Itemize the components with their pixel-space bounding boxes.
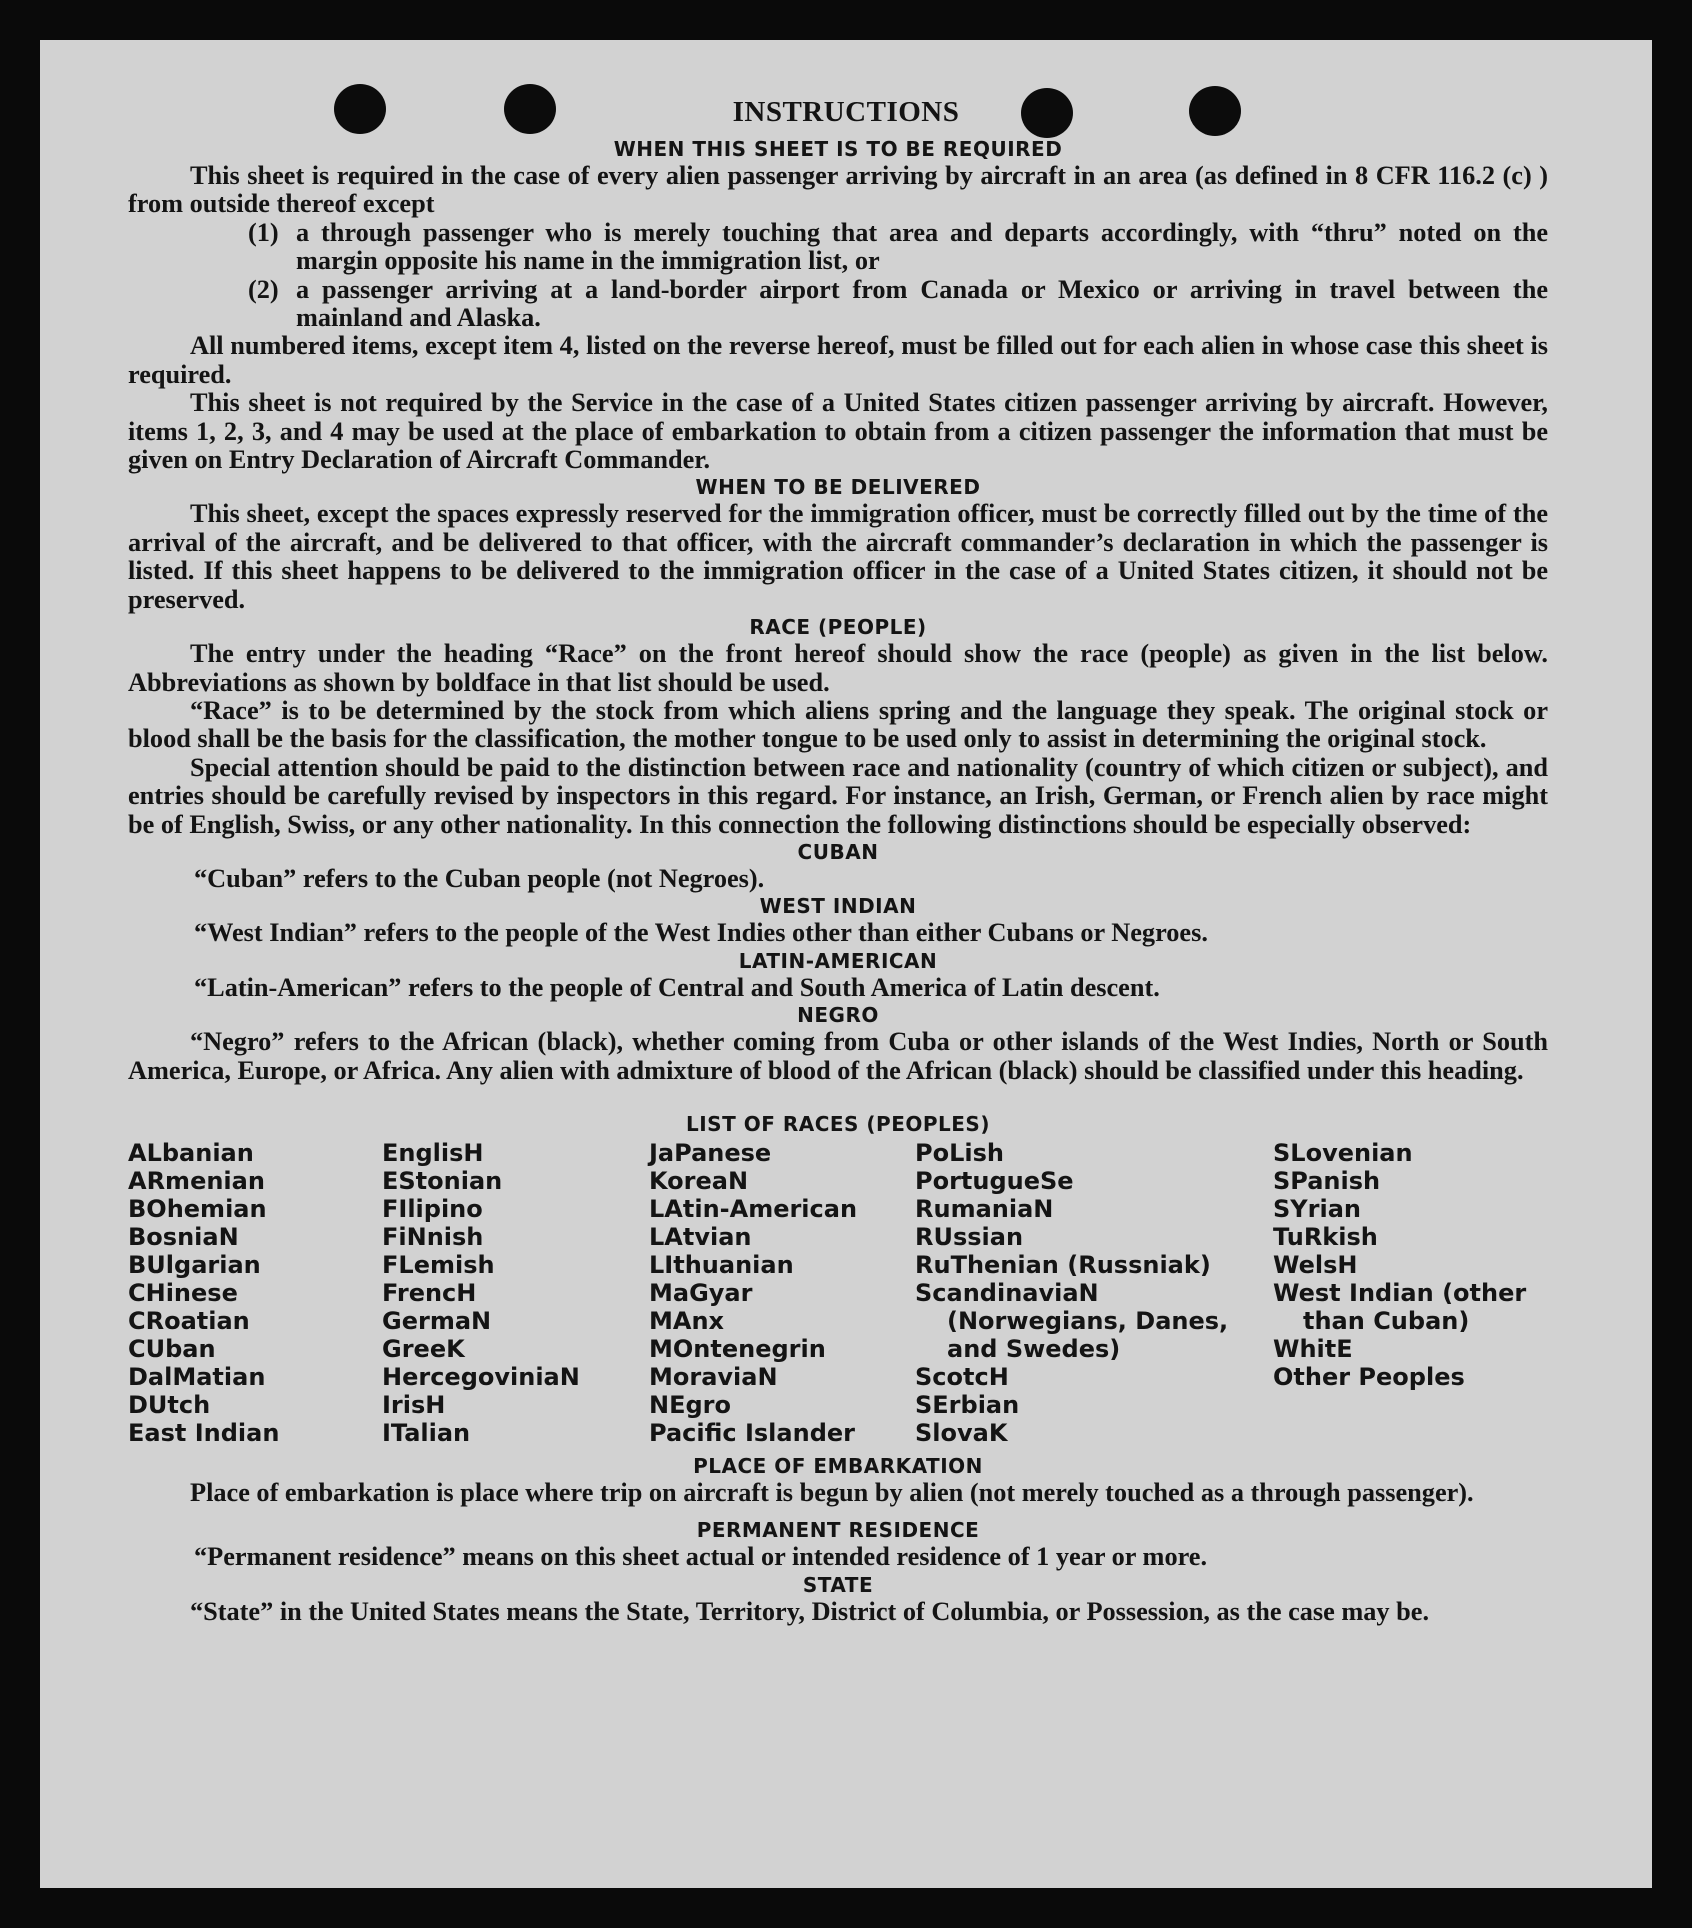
race-para: The entry under the heading “Race” on the front hereof should show the race (people) as given in the list below. Abbreviations as shown by boldface in that list should be used. [128, 639, 1548, 697]
race-entry: SPanish [1273, 1166, 1381, 1195]
race-entry: Other Peoples [1273, 1362, 1465, 1391]
race-entry: MAnx [649, 1306, 725, 1335]
exception-text: a through passenger who is merely touching that area and departs accordingly, with “thru” noted on the margin opposite his name in the immigration list, or [296, 217, 1548, 276]
race-entry: FrencH [382, 1278, 477, 1307]
exception-list [248, 219, 1548, 333]
exception-number: (2) [248, 274, 279, 304]
page-title: INSTRUCTIONS [732, 96, 960, 128]
race-entry: West Indian (other than Cuban) [1273, 1278, 1527, 1335]
race-entry: KoreaN [649, 1166, 749, 1195]
race-column [382, 1139, 649, 1447]
race-entry: SErbian [915, 1390, 1020, 1419]
race-entry: LIthuanian [649, 1250, 794, 1279]
west-indian-heading: WEST INDIAN [759, 894, 917, 919]
latin-american-heading: LATIN-AMERICAN [738, 948, 938, 973]
race-entry: SlovaK [915, 1418, 1008, 1447]
negro-text: “Negro” refers to the African (black), whether coming from Cuba or other islands of the West Indies, North or South America, Europe, or Africa. Any alien with admixture of blood of the African (black) should be classified under this heading. [128, 1027, 1548, 1085]
race-list-heading: LIST OF RACES (PEOPLES) [686, 1111, 990, 1136]
race-entry: MoraviaN [649, 1362, 778, 1391]
race-para: Special attention should be paid to the distinction between race and nationality (country of which citizen or subject), and entries should be carefully revised by inspectors in this regard. For instance, an Irish, German, or French alien by race might be of English, Swiss, or any other nationality. In this connection the following distinctions should be especially observed: [128, 752, 1548, 839]
race-entry: IrisH [382, 1390, 446, 1419]
embarkation-text: Place of embarkation is place where trip on aircraft is begun by alien (not merely touched as a through passenger). [190, 1477, 1474, 1507]
cuban-heading: CUBAN [797, 839, 879, 864]
race-entry: CHinese [128, 1278, 238, 1307]
race-entry: LAtin-American [649, 1194, 858, 1223]
state-text: “State” in the United States means the State, Territory, District of Columbia, or Possession, as the case may be. [190, 1596, 1430, 1626]
race-entry: RuThenian (Russniak) [915, 1250, 1211, 1279]
document-sheet [40, 40, 1652, 1888]
race-entry: PoLish [915, 1138, 1004, 1167]
when-required-para: All numbered items, except item 4, listed on the reverse hereof, must be filled out for each alien in whose case this sheet is required. [128, 331, 1548, 389]
when-required-heading: WHEN THIS SHEET IS TO BE REQUIRED [613, 137, 1063, 161]
exception-item [248, 276, 1548, 333]
race-entry: NEgro [649, 1390, 731, 1419]
race-entry: EnglisH [382, 1138, 484, 1167]
when-delivered-heading: WHEN TO BE DELIVERED [695, 475, 981, 500]
race-entry: ScandinaviaN (Norwegians, Danes, and Swedes) [915, 1278, 1229, 1363]
race-column [1273, 1139, 1543, 1447]
race-entry: ScotcH [915, 1362, 1009, 1391]
when-required-intro: This sheet is required in the case of every alien passenger arriving by aircraft in an area (as defined in 8 CFR 116.2 (c) ) from outside thereof except [128, 161, 1548, 219]
race-entry: WhitE [1273, 1334, 1353, 1363]
race-entry: PortugueSe [915, 1166, 1074, 1195]
race-entry: BUlgarian [128, 1250, 261, 1279]
race-entry: ALbanian [128, 1138, 254, 1167]
residence-text: “Permanent residence” means on this sheet actual or intended residence of 1 year or more. [194, 1542, 1208, 1572]
race-entry: BosniaN [128, 1222, 239, 1251]
race-column [649, 1139, 915, 1447]
race-entry: CRoatian [128, 1306, 250, 1335]
race-entry: CUban [128, 1334, 216, 1363]
race-entry: ARmenian [128, 1166, 265, 1195]
negro-heading: NEGRO [797, 1003, 879, 1028]
west-indian-text: “West Indian” refers to the people of the West Indies other than either Cubans or Negroes. [194, 918, 1208, 948]
race-entry: SYrian [1273, 1194, 1362, 1223]
residence-heading: PERMANENT RESIDENCE [696, 1518, 980, 1543]
race-entry: ITalian [382, 1418, 471, 1447]
race-entry: GreeK [382, 1334, 465, 1363]
exception-item [248, 219, 1548, 276]
race-entry: TuRkish [1273, 1222, 1378, 1251]
race-entry: BOhemian [128, 1194, 267, 1223]
race-entry: JaPanese [649, 1138, 772, 1167]
instructions-body [128, 136, 1548, 1626]
race-entry: EStonian [382, 1166, 503, 1195]
exception-number: (1) [248, 217, 279, 247]
race-entry: DalMatian [128, 1362, 266, 1391]
race-entry: FiNnish [382, 1222, 484, 1251]
race-entry: RumaniaN [915, 1194, 1054, 1223]
cuban-text: “Cuban” refers to the Cuban people (not Negroes). [194, 863, 765, 893]
race-column [128, 1139, 382, 1447]
latin-american-text: “Latin-American” refers to the people of Central and South America of Latin descent. [194, 972, 1160, 1002]
race-column [915, 1139, 1273, 1447]
race-entry: East Indian [128, 1418, 280, 1447]
exception-text: a passenger arriving at a land-border airport from Canada or Mexico or arriving in travel between the mainland and Alaska. [296, 274, 1548, 333]
race-entry: Pacific Islander [649, 1418, 855, 1447]
when-delivered-text: This sheet, except the spaces expressly reserved for the immigration officer, must be correctly filled out by the time of the arrival of the aircraft, and be delivered to that officer, with the aircraft commander’s declaration in which the passenger is listed. If this sheet happens to be delivered to the immigration officer in the case of a United States citizen, it should not be preserved. [128, 499, 1548, 614]
race-entry: HercegoviniaN [382, 1362, 580, 1391]
race-entry: LAtvian [649, 1222, 752, 1251]
race-list [128, 1139, 1548, 1447]
race-entry: MOntenegrin [649, 1334, 826, 1363]
race-entry: MaGyar [649, 1278, 753, 1307]
embarkation-heading: PLACE OF EMBARKATION [693, 1453, 983, 1478]
race-entry: DUtch [128, 1390, 211, 1419]
race-entry: GermaN [382, 1306, 492, 1335]
when-required-para: This sheet is not required by the Service in the case of a United States citizen passenger arriving by aircraft. However, items 1, 2, 3, and 4 may be used at the place of embarkation to obtain from a citizen passenger the information that must be given on Entry Declaration of Aircraft Commander. [128, 388, 1548, 475]
race-entry: RUssian [915, 1222, 1024, 1251]
race-entry: FIlipino [382, 1194, 483, 1223]
race-entry: FLemish [382, 1250, 495, 1279]
race-entry: WelsH [1273, 1250, 1358, 1279]
race-para: “Race” is to be determined by the stock from which aliens spring and the language they speak. The original stock or blood shall be the basis for the classification, the mother tongue to be used only to assist in determining the original stock. [128, 695, 1548, 754]
race-entry: SLovenian [1273, 1138, 1413, 1167]
race-heading: RACE (PEOPLE) [749, 615, 927, 640]
state-heading: STATE [802, 1572, 874, 1597]
